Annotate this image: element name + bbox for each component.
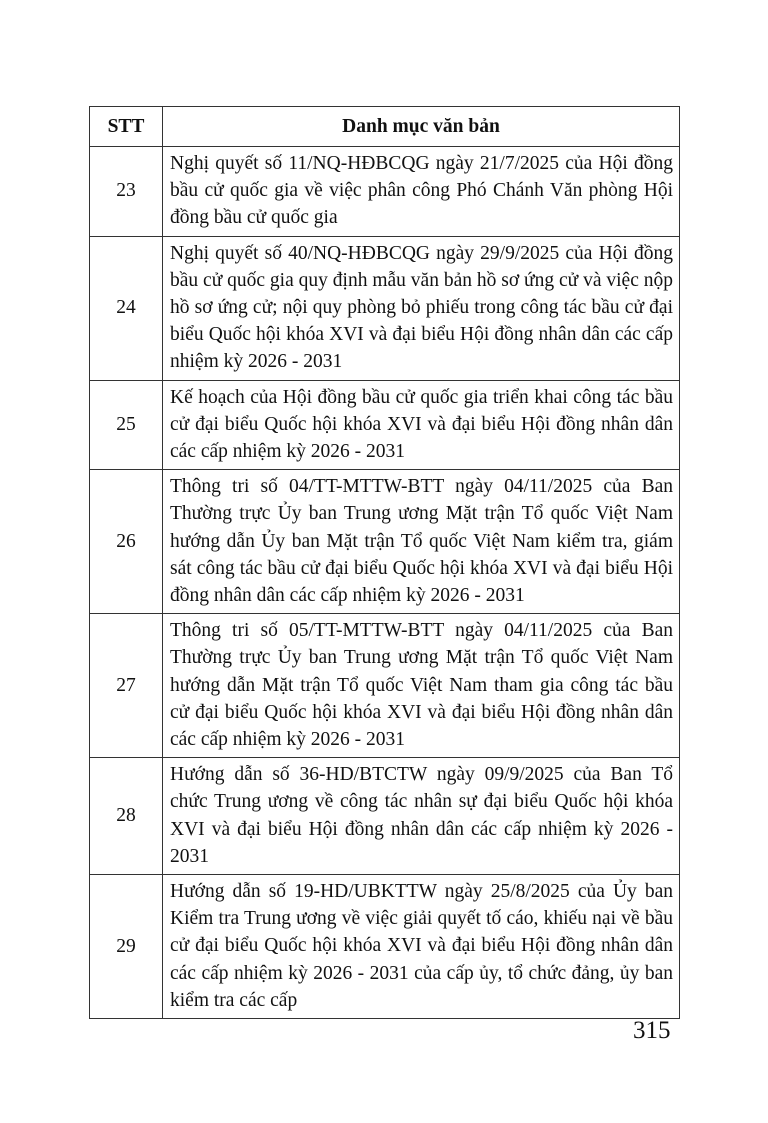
header-stt: STT	[90, 107, 163, 147]
row-stt: 29	[90, 875, 163, 1019]
table-row	[90, 147, 680, 237]
row-stt: 26	[90, 470, 163, 614]
table-row	[90, 380, 680, 470]
row-text: Nghị quyết số 11/NQ-HĐBCQG ngày 21/7/2025 của Hội đồng bầu cử quốc gia về việc phân công Phó Chánh Văn phòng Hội đồng bầu cử quốc gia	[163, 147, 680, 237]
table-row	[90, 875, 680, 1019]
table-row	[90, 236, 680, 380]
table-row	[90, 614, 680, 758]
row-stt: 28	[90, 758, 163, 875]
row-text: Nghị quyết số 40/NQ-HĐBCQG ngày 29/9/2025 của Hội đồng bầu cử quốc gia quy định mẫu văn bản hồ sơ ứng cử và việc nộp hồ sơ ứng cử; nội quy phòng bỏ phiếu trong công tác bầu cử đại biểu Quốc hội khóa XVI và đại biểu Hội đồng nhân dân các cấp nhiệm kỳ 2026 - 2031	[163, 236, 680, 380]
row-stt: 27	[90, 614, 163, 758]
table-header-row	[90, 107, 680, 147]
row-stt: 25	[90, 380, 163, 470]
table-row	[90, 470, 680, 614]
table-row	[90, 758, 680, 875]
row-text: Thông tri số 05/TT-MTTW-BTT ngày 04/11/2025 của Ban Thường trực Ủy ban Trung ương Mặt trận Tổ quốc Việt Nam hướng dẫn Mặt trận Tổ quốc Việt Nam tham gia công tác bầu cử đại biểu Quốc hội khóa XVI và đại biểu Hội đồng nhân dân các cấp nhiệm kỳ 2026 - 2031	[163, 614, 680, 758]
row-text: Hướng dẫn số 19-HD/UBKTTW ngày 25/8/2025 của Ủy ban Kiểm tra Trung ương về việc giải quyết tố cáo, khiếu nại về bầu cử đại biểu Quốc hội khóa XVI và đại biểu Hội đồng nhân dân các cấp nhiệm kỳ 2026 - 2031 của cấp ủy, tổ chức đảng, ủy ban kiểm tra các cấp	[163, 875, 680, 1019]
row-text: Thông tri số 04/TT-MTTW-BTT ngày 04/11/2025 của Ban Thường trực Ủy ban Trung ương Mặt trận Tổ quốc Việt Nam hướng dẫn Ủy ban Mặt trận Tổ quốc Việt Nam kiểm tra, giám sát công tác bầu cử đại biểu Quốc hội khóa XVI và đại biểu Hội đồng nhân dân các cấp nhiệm kỳ 2026 - 2031	[163, 470, 680, 614]
header-content: Danh mục văn bản	[163, 107, 680, 147]
row-stt: 23	[90, 147, 163, 237]
page-number: 315	[633, 1017, 671, 1044]
document-list-table	[89, 106, 680, 1019]
row-text: Hướng dẫn số 36-HD/BTCTW ngày 09/9/2025 của Ban Tổ chức Trung ương về công tác nhân sự đại biểu Quốc hội khóa XVI và đại biểu Hội đồng nhân dân các cấp nhiệm kỳ 2026 - 2031	[163, 758, 680, 875]
row-text: Kế hoạch của Hội đồng bầu cử quốc gia triển khai công tác bầu cử đại biểu Quốc hội khóa XVI và đại biểu Hội đồng nhân dân các cấp nhiệm kỳ 2026 - 2031	[163, 380, 680, 470]
row-stt: 24	[90, 236, 163, 380]
